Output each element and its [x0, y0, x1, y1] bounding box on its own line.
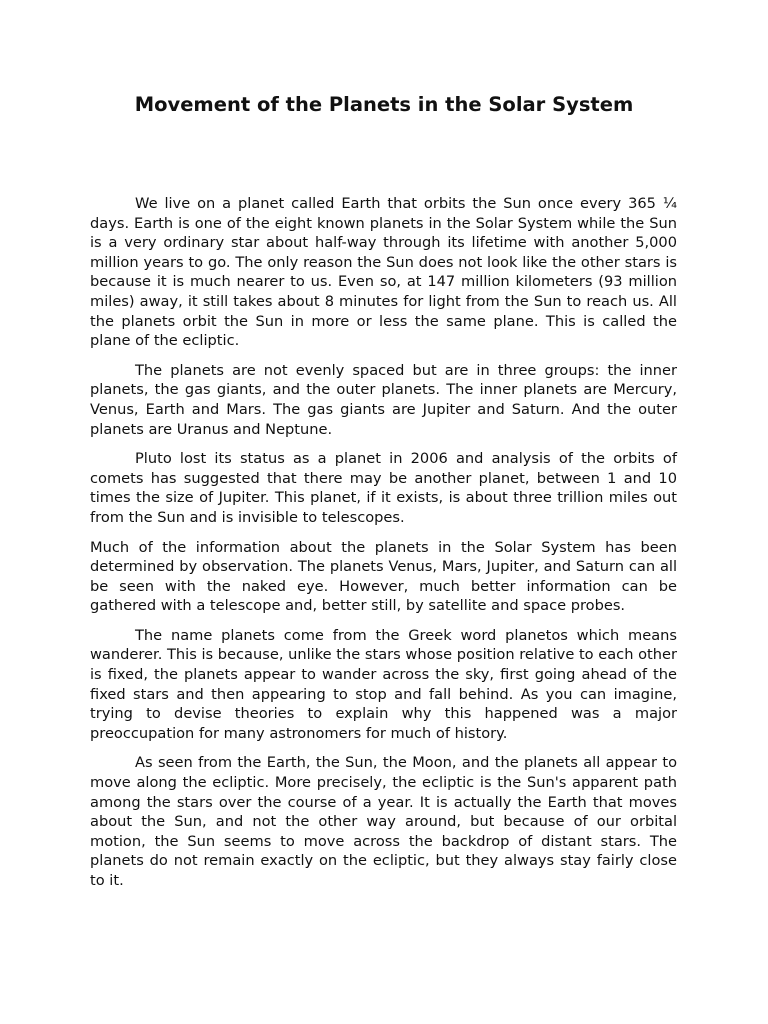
document-title: Movement of the Planets in the Solar System [134, 93, 634, 116]
paragraph-observation: Much of the information about the planets in the Solar System has been determined by observation. The planets Venus, Mars, Jupiter, and Saturn can all be seen with the naked eye. However, much better information can be gathered with a telescope and, better still, by satellite and space probes. [90, 538, 677, 615]
paragraph-ecliptic: As seen from the Earth, the Sun, the Moon, and the planets all appear to move along the ecliptic. More precisely, the ecliptic is the Sun's apparent path among the stars over the course of a year. It is actually the Earth that moves about the Sun, and not the other way around, but because of our orbital motion, the Sun seems to move across the backdrop of distant stars. The planets do not remain exactly on the ecliptic, but they always stay fairly close to it. [90, 754, 677, 889]
paragraph-pluto: Pluto lost its status as a planet in 2006 and analysis of the orbits of comets has suggested that there may be another planet, between 1 and 10 times the size of Jupiter. This planet, if it exists, is about three trillion miles out from the Sun and is invisible to telescopes. [90, 450, 677, 526]
paragraph-name-origin: The name planets come from the Greek word planetos which means wanderer. This is because, unlike the stars whose position relative to each other is fixed, the planets appear to wander across the sky, first going ahead of the fixed stars and then appearing to stop and fall behind. As you can imagine, trying to devise theories to explain why this happened was a major preoccupation for many astronomers for much of history. [90, 626, 677, 742]
document-body [90, 194, 677, 901]
paragraph-earth-orbit: We live on a planet called Earth that orbits the Sun once every 365 ¼ days. Earth is one of the eight known planets in the Solar System while the Sun is a very ordinary star about half-way through its lifetime with another 5,000 million years to go. The only reason the Sun does not look like the other stars is because it is much nearer to us. Even so, at 147 million kilometers (93 million miles) away, it still takes about 8 minutes for light from the Sun to reach us. All the planets orbit the Sun in more or less the same plane. This is called the plane of the ecliptic. [90, 195, 677, 350]
paragraph-planet-groups: The planets are not evenly spaced but are in three groups: the inner planets, the gas giants, and the outer planets. The inner planets are Mercury, Venus, Earth and Mars. The gas giants are Jupiter and Saturn. And the outer planets are Uranus and Neptune. [90, 361, 677, 438]
